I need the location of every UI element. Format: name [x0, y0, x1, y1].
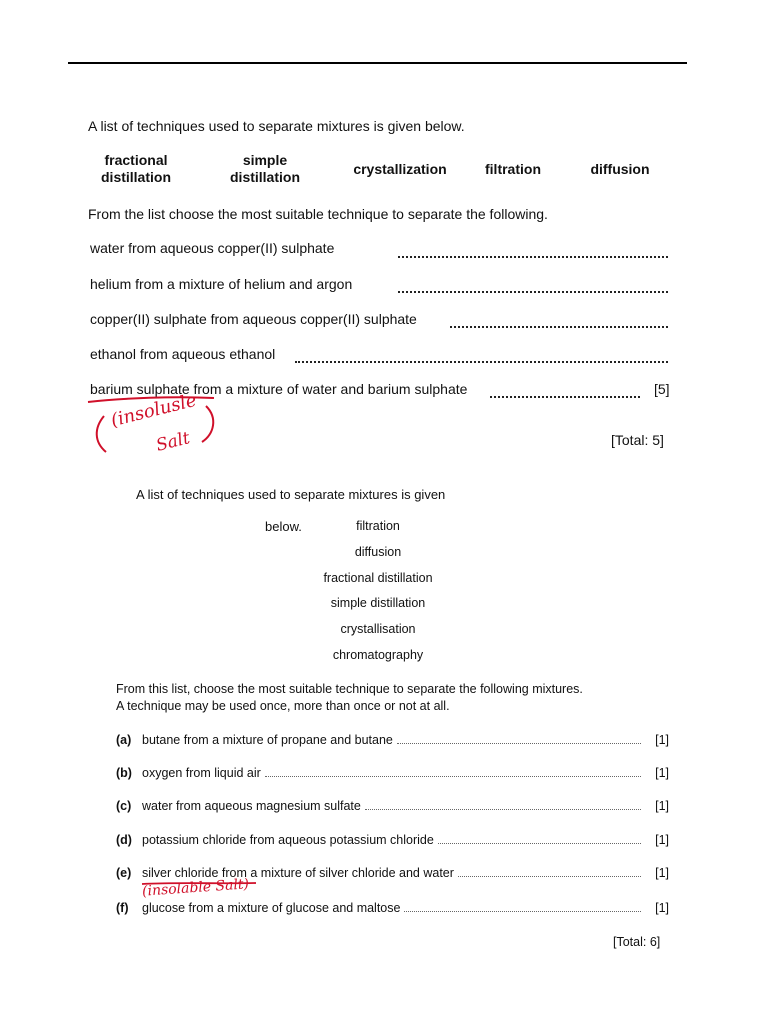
q2-answer-line-c[interactable]	[365, 809, 641, 810]
q2-technique-chromatography: chromatography	[332, 648, 424, 662]
q2-technique-fractional-distillation: fractional distillation	[323, 571, 433, 585]
q2-instruction-2: A technique may be used once, more than once or not at all.	[116, 699, 450, 713]
q1-technique-line: diffusion	[590, 161, 650, 177]
q2-answer-line-f[interactable]	[404, 911, 641, 912]
q2-part-text: butane from a mixture of propane and butane	[142, 733, 393, 747]
q1-instruction: From the list choose the most suitable technique to separate the following.	[88, 206, 548, 222]
q1-technique-line: distillation	[230, 169, 300, 185]
q2-part-a	[116, 733, 669, 751]
q2-part-b	[116, 766, 669, 784]
q1-technique-diffusion	[584, 161, 656, 178]
q1-total: [Total: 5]	[611, 432, 664, 448]
q2-answer-line-e[interactable]	[458, 876, 641, 877]
q2-part-mark: [1]	[655, 866, 669, 880]
q1-item-5: barium sulphate from a mixture of water and barium sulphate	[90, 381, 468, 397]
top-rule	[68, 62, 687, 64]
q1-item-3: copper(II) sulphate from aqueous copper(II) sulphate	[90, 311, 417, 327]
q2-instruction-1: From this list, choose the most suitable technique to separate the following mixtures.	[116, 682, 583, 696]
q1-technique-line: simple	[242, 152, 288, 168]
q2-part-f	[116, 901, 669, 919]
q2-part-mark: [1]	[655, 799, 669, 813]
q2-part-text: silver chloride from a mixture of silver chloride and water	[142, 866, 454, 880]
q2-technique-filtration: filtration	[356, 519, 400, 533]
q2-part-label: (b)	[116, 766, 132, 780]
q1-item-1: water from aqueous copper(II) sulphate	[90, 240, 335, 256]
q2-part-d	[116, 833, 669, 851]
q1-item-2: helium from a mixture of helium and argon	[90, 276, 353, 292]
q2-handwritten-annotation: (insolable Salt)	[141, 876, 250, 900]
q1-marks: [5]	[654, 381, 670, 397]
q2-part-text: potassium chloride from aqueous potassium chloride	[142, 833, 434, 847]
q2-answer-line-a[interactable]	[397, 743, 641, 744]
q2-answer-line-d[interactable]	[438, 843, 641, 844]
q1-answer-line-5[interactable]	[490, 396, 640, 398]
q1-handwritten-annotation-line1: (insolusle	[108, 389, 199, 432]
q2-technique-simple-distillation: simple distillation	[330, 596, 426, 610]
q2-part-mark: [1]	[655, 833, 669, 847]
q1-technique-line: fractional	[104, 152, 168, 168]
q2-intro: A list of techniques used to separate mixtures is given	[136, 487, 446, 502]
q2-technique-diffusion: diffusion	[354, 545, 402, 559]
q2-part-label: (e)	[116, 866, 132, 880]
q2-answer-line-b[interactable]	[265, 776, 641, 777]
q1-handwritten-annotation-line2: Salt	[154, 428, 192, 456]
q2-part-mark: [1]	[655, 901, 669, 915]
q1-technique-line: distillation	[101, 169, 171, 185]
q2-intro-below: below.	[265, 519, 302, 534]
q2-part-text: water from aqueous magnesium sulfate	[142, 799, 361, 813]
q2-part-text: glucose from a mixture of glucose and maltose	[142, 901, 401, 915]
q1-answer-line-4[interactable]	[295, 361, 668, 363]
q1-technique-line: filtration	[485, 161, 541, 177]
q2-part-c	[116, 799, 669, 817]
q2-part-text: oxygen from liquid air	[142, 766, 261, 780]
q2-total: [Total: 6]	[613, 935, 661, 949]
q1-technique-simple-distillation	[222, 152, 308, 186]
q1-answer-line-3[interactable]	[450, 326, 668, 328]
q1-answer-line-1[interactable]	[398, 256, 668, 258]
q1-technique-fractional-distillation	[96, 152, 176, 186]
q2-part-mark: [1]	[655, 766, 669, 780]
q2-part-mark: [1]	[655, 733, 669, 747]
q1-answer-line-2[interactable]	[398, 291, 668, 293]
q1-technique-filtration	[478, 161, 548, 178]
q1-technique-crystallization	[345, 161, 455, 178]
q1-item-4: ethanol from aqueous ethanol	[90, 346, 276, 362]
q2-part-label: (f)	[116, 901, 129, 915]
q2-part-label: (d)	[116, 833, 132, 847]
q2-part-label: (a)	[116, 733, 132, 747]
q1-technique-line: crystallization	[353, 161, 447, 177]
q1-intro: A list of techniques used to separate mixtures is given below.	[88, 118, 465, 134]
q2-part-label: (c)	[116, 799, 132, 813]
q2-technique-crystallisation: crystallisation	[340, 622, 416, 636]
